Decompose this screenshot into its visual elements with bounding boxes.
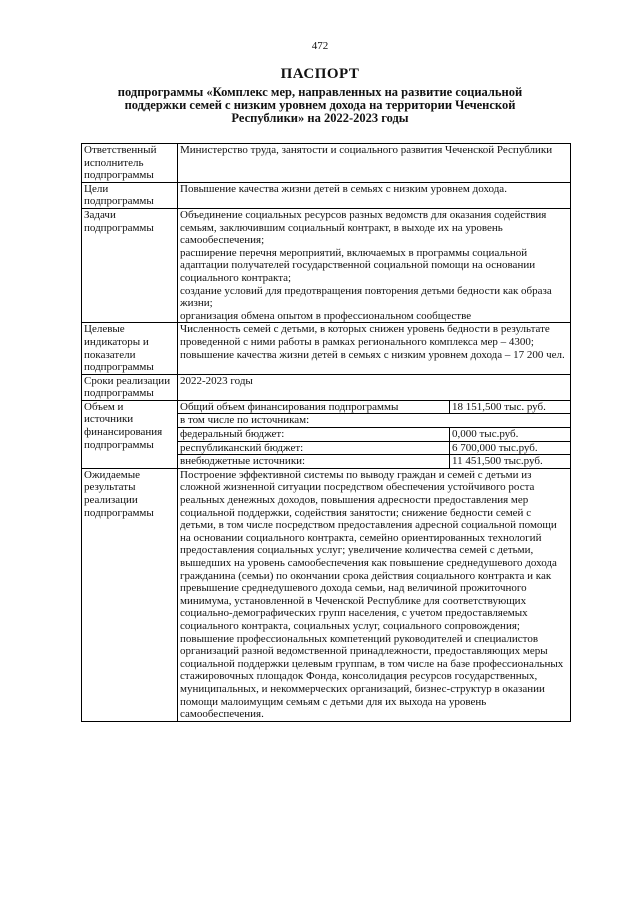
table-row: [82, 323, 571, 374]
document-title: ПАСПОРТ: [280, 66, 360, 82]
row-label: Сроки реализации подпрограммы: [82, 374, 178, 400]
finance-source-name: республиканский бюджет:: [178, 441, 450, 455]
finance-source-row: [178, 441, 570, 455]
row-value: Численность семей с детьми, в которых снижен уровень бедности в результате проведенной с ними работы в рамках регионального комплекса мер – 4300; повышение качества жизни детей в семьях с низким уровнем дохода – 17 200 чел.: [178, 323, 571, 374]
row-value: Объединение социальных ресурсов разных ведомств для оказания содействия семьям, заключившим социальный контракт, в выходе их на уровень самообеспечения; расширение перечня мероприятий, включаемых в программы социальной адаптации получателей государственной социальной помощи на основании социального контракта; создание условий для предотвращения повторения детьми бедности как образа жизни; организация обмена опытом в профессиональном сообществе: [178, 208, 571, 322]
passport-table: [81, 143, 571, 722]
row-label: Цели подпрограммы: [82, 182, 178, 208]
finance-source-value: 11 451,500 тыс.руб.: [450, 455, 571, 468]
finance-source-row: [178, 455, 570, 468]
finance-source-name: федеральный бюджет:: [178, 428, 450, 442]
results-row: [82, 468, 571, 721]
row-label: Задачи подпрограммы: [82, 208, 178, 322]
finance-total-row: [178, 401, 570, 414]
finance-source-row: [178, 428, 570, 442]
row-value: Министерство труда, занятости и социального развития Чеченской Республики: [178, 144, 571, 183]
finance-source-value: 6 700,000 тыс.руб.: [450, 441, 571, 455]
results-value: Построение эффективной системы по выводу граждан и семей с детьми из сложной жизненной ситуации посредством обеспечения устойчивого роста реальных денежных доходов, повышения адресности предоставления мер социальной поддержки, содействия занятости; снижение бедности семей с детьми, в том числе посредством предоставления адресной социальной помощи на основании социального контракта, семейно ориентированных технологий предоставления социальных услуг; увеличение количества семей с детьми, вышедших на уровень самообеспечения как повышение среднедушевого дохода гражданина (семьи) по окончании срока действия социального контракта и как превышение среднедушевого дохода семьи, над величиной прожиточного минимума, установленной в Чеченской Республике для соответствующих социально-демографических групп населения, с учетом предоставляемых социального контракта, социальных услуг, социального сопровождения; повышение профессиональных компетенций руководителей и специалистов организаций разной ведомственной принадлежности, предоставляющих меры социальной поддержки целевым группам, в том числе на базе профессиональных стажировочных площадок Фонда, консолидация ресурсов государственных, муниципальных, и некоммерческих организаций, бизнес-структур в оказании помощи малоимущим семьям с детьми для их выхода на уровень самообеспечения.: [178, 468, 571, 721]
table-row: [82, 374, 571, 400]
row-label: Ответственный исполнитель подпрограммы: [82, 144, 178, 183]
results-label: Ожидаемые результаты реализации подпрограммы: [82, 468, 178, 721]
table-row: [82, 144, 571, 183]
row-value: Повышение качества жизни детей в семьях с низким уровнем дохода.: [178, 182, 571, 208]
finance-label: Объем и источники финансирования подпрограммы: [82, 400, 178, 468]
finance-source-value: 0,000 тыс.руб.: [450, 428, 571, 442]
table-row: [82, 208, 571, 322]
table-row: [82, 182, 571, 208]
document-subtitle: подпрограммы «Комплекс мер, направленных на развитие социальной поддержки семей с низким уровнем дохода на территории Чеченской Республики» на 2022-2023 годы: [117, 85, 523, 125]
finance-row: [82, 400, 571, 468]
finance-source-name: внебюджетные источники:: [178, 455, 450, 468]
finance-sources-row: [178, 414, 570, 428]
finance-total-value: 18 151,500 тыс. руб.: [450, 401, 571, 414]
finance-total-label: Общий объем финансирования подпрограммы: [178, 401, 450, 414]
page-number: 472: [311, 40, 329, 52]
finance-cell: [178, 400, 571, 468]
finance-table: [178, 401, 570, 468]
row-value: 2022-2023 годы: [178, 374, 571, 400]
row-label: Целевые индикаторы и показатели подпрограммы: [82, 323, 178, 374]
finance-sources-label: в том числе по источникам:: [178, 414, 570, 428]
